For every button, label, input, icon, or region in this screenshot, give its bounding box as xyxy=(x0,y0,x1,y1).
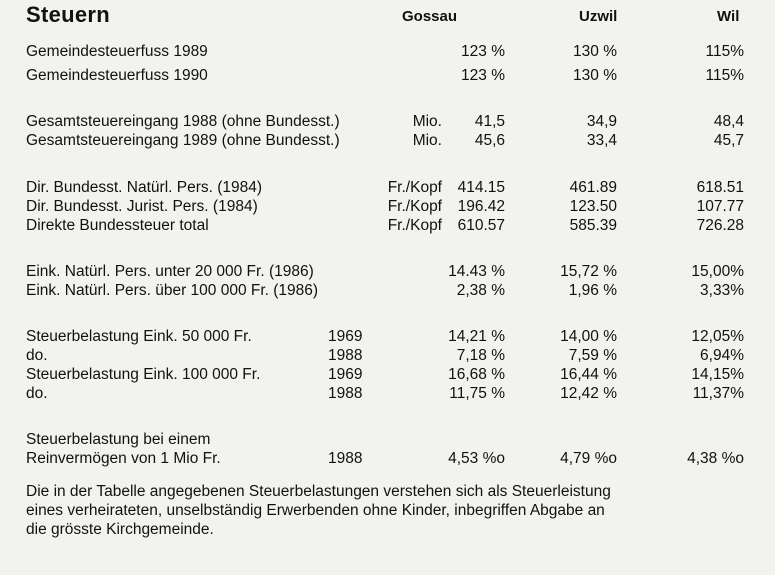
cell-wil: 14,15% xyxy=(691,366,744,383)
cell-wil: 48,4 xyxy=(713,113,744,130)
table-row xyxy=(0,327,775,346)
row-label: Eink. Natürl. Pers. über 100 000 Fr. (1986) xyxy=(26,282,319,299)
cell-uzwil: 12,42 % xyxy=(560,385,617,402)
table-row xyxy=(0,262,775,281)
cell-gossau: 610.57 xyxy=(457,217,505,234)
cell-wil: 115% xyxy=(705,67,744,84)
row-label: Dir. Bundesst. Jurist. Pers. (1984) xyxy=(26,198,258,215)
cell-gossau: 45,6 xyxy=(474,132,505,149)
cell-uzwil: 16,44 % xyxy=(560,366,617,383)
table-row xyxy=(0,365,775,384)
cell-gossau: 414.15 xyxy=(457,179,505,196)
cell-wil: 15,00% xyxy=(691,263,744,280)
cell-uzwil: 585.39 xyxy=(569,217,617,234)
cell-wil: 618.51 xyxy=(696,179,744,196)
cell-uzwil: 1,96 % xyxy=(568,282,617,299)
row-year: 1988 xyxy=(328,385,363,402)
row-label: Gemeindesteuerfuss 1990 xyxy=(26,67,208,84)
row-label: do. xyxy=(26,385,48,402)
row-label: Reinvermögen von 1 Mio Fr. xyxy=(26,450,221,467)
row-label: Eink. Natürl. Pers. unter 20 000 Fr. (1986) xyxy=(26,263,314,280)
row-year: 1988 xyxy=(328,347,363,364)
cell-uzwil: 461.89 xyxy=(569,179,617,196)
cell-wil: 6,94% xyxy=(700,347,744,364)
cell-wil: 45,7 xyxy=(713,132,744,149)
cell-gossau: 4,53 %o xyxy=(448,450,505,467)
cell-uzwil: 130 % xyxy=(573,43,617,60)
row-label: do. xyxy=(26,347,48,364)
cell-wil: 11,37% xyxy=(692,385,744,402)
footnote-line: Die in der Tabelle angegebenen Steuerbelastungen verstehen sich als Steuerleistung xyxy=(26,483,611,500)
table-row xyxy=(0,346,775,365)
footnote-line: eines verheirateten, unselbständig Erwerbenden ohne Kinder, inbegriffen Abgabe an xyxy=(26,502,605,519)
row-label: Direkte Bundessteuer total xyxy=(26,217,209,234)
table-row xyxy=(0,42,775,61)
row-unit: Fr./Kopf xyxy=(387,217,442,234)
cell-uzwil: 7,59 % xyxy=(568,347,617,364)
column-header-wil: Wil xyxy=(717,8,740,25)
table-row xyxy=(0,112,775,131)
row-unit: Fr./Kopf xyxy=(387,198,442,215)
cell-uzwil: 130 % xyxy=(573,67,617,84)
table-row xyxy=(0,66,775,85)
cell-gossau: 123 % xyxy=(461,43,505,60)
cell-wil: 3,33% xyxy=(700,282,744,299)
cell-gossau: 11,75 % xyxy=(449,385,505,402)
cell-gossau: 16,68 % xyxy=(448,366,505,383)
cell-uzwil: 123.50 xyxy=(569,198,617,215)
cell-gossau: 41,5 xyxy=(474,113,505,130)
table-row xyxy=(0,131,775,150)
footnote xyxy=(26,482,756,539)
cell-gossau: 14,21 % xyxy=(448,328,505,345)
cell-uzwil: 33,4 xyxy=(586,132,617,149)
row-label: Steuerbelastung Eink. 50 000 Fr. xyxy=(26,328,252,345)
row-label: Steuerbelastung bei einem xyxy=(26,431,211,448)
row-label: Gesamtsteuereingang 1989 (ohne Bundesst.) xyxy=(26,132,340,149)
table-row xyxy=(0,281,775,300)
cell-gossau: 2,38 % xyxy=(456,282,505,299)
row-unit: Mio. xyxy=(412,113,442,130)
cell-gossau: 7,18 % xyxy=(456,347,505,364)
cell-wil: 726.28 xyxy=(696,217,744,234)
cell-wil: 12,05% xyxy=(691,328,744,345)
footnote-line: die grösste Kirchgemeinde. xyxy=(26,521,214,538)
cell-gossau: 123 % xyxy=(461,67,505,84)
row-label: Gesamtsteuereingang 1988 (ohne Bundesst.) xyxy=(26,113,340,130)
row-year: 1988 xyxy=(328,450,363,467)
table-row xyxy=(0,384,775,403)
column-header-gossau: Gossau xyxy=(402,8,458,25)
table-row xyxy=(0,449,775,468)
table-row xyxy=(0,430,775,449)
row-label: Gemeindesteuerfuss 1989 xyxy=(26,43,208,60)
cell-gossau: 14.43 % xyxy=(448,263,505,280)
row-unit: Fr./Kopf xyxy=(387,179,442,196)
cell-gossau: 196.42 xyxy=(457,198,505,215)
cell-uzwil: 34,9 xyxy=(586,113,617,130)
page-title: Steuern xyxy=(26,2,111,27)
row-label: Steuerbelastung Eink. 100 000 Fr. xyxy=(26,366,261,383)
table-row xyxy=(0,178,775,197)
cell-uzwil: 4,79 %o xyxy=(560,450,617,467)
cell-uzwil: 15,72 % xyxy=(560,263,617,280)
row-year: 1969 xyxy=(328,366,363,383)
cell-wil: 107.77 xyxy=(696,198,744,215)
table-row xyxy=(0,216,775,235)
row-unit: Mio. xyxy=(412,132,442,149)
row-label: Dir. Bundesst. Natürl. Pers. (1984) xyxy=(26,179,263,196)
column-header-uzwil: Uzwil xyxy=(579,8,618,25)
cell-uzwil: 14,00 % xyxy=(560,328,617,345)
row-year: 1969 xyxy=(328,328,363,345)
table-row xyxy=(0,197,775,216)
cell-wil: 115% xyxy=(705,43,744,60)
cell-wil: 4,38 %o xyxy=(687,450,744,467)
